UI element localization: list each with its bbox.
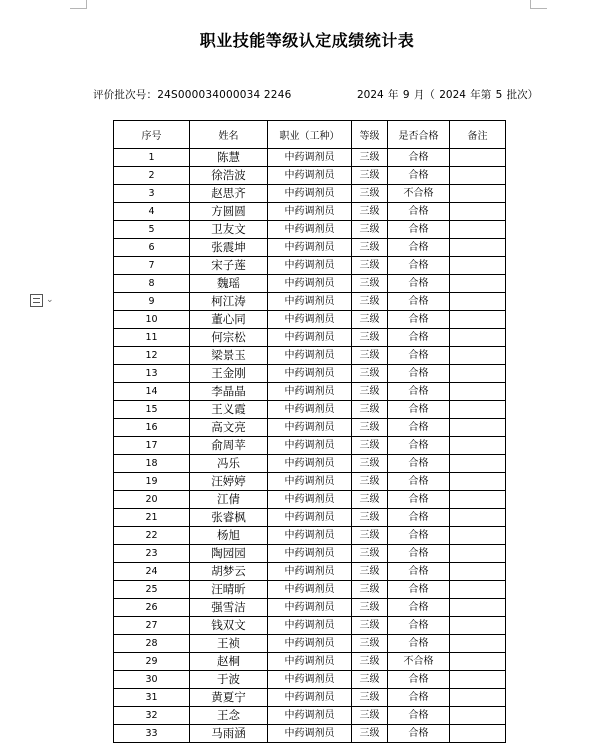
cell-level: 三级 xyxy=(352,599,388,617)
cell-level: 三级 xyxy=(352,383,388,401)
cell-no: 10 xyxy=(114,311,190,329)
cell-pass: 合格 xyxy=(388,617,450,635)
cell-level: 三级 xyxy=(352,563,388,581)
cell-pass: 合格 xyxy=(388,545,450,563)
cell-level: 三级 xyxy=(352,311,388,329)
cell-note xyxy=(450,293,506,311)
cell-name: 陶园园 xyxy=(190,545,268,563)
table-row xyxy=(114,509,506,527)
cell-name: 魏瑶 xyxy=(190,275,268,293)
cell-note xyxy=(450,347,506,365)
cell-note xyxy=(450,635,506,653)
cell-no: 17 xyxy=(114,437,190,455)
cell-name: 董心同 xyxy=(190,311,268,329)
cell-name: 王祯 xyxy=(190,635,268,653)
cell-job: 中药调剂员 xyxy=(268,617,352,635)
cell-note xyxy=(450,365,506,383)
header-job: 职业（工种） xyxy=(268,121,352,149)
cell-pass: 合格 xyxy=(388,671,450,689)
table-row xyxy=(114,455,506,473)
table-row xyxy=(114,707,506,725)
cell-pass: 合格 xyxy=(388,167,450,185)
table-row xyxy=(114,491,506,509)
cell-pass: 合格 xyxy=(388,257,450,275)
table-row xyxy=(114,581,506,599)
cell-level: 三级 xyxy=(352,149,388,167)
cell-level: 三级 xyxy=(352,689,388,707)
cell-name: 梁景玉 xyxy=(190,347,268,365)
cell-level: 三级 xyxy=(352,725,388,743)
cell-note xyxy=(450,563,506,581)
cell-pass: 合格 xyxy=(388,689,450,707)
cell-pass: 合格 xyxy=(388,401,450,419)
table-row xyxy=(114,239,506,257)
table-row xyxy=(114,203,506,221)
cell-level: 三级 xyxy=(352,545,388,563)
cell-job: 中药调剂员 xyxy=(268,707,352,725)
cell-no: 24 xyxy=(114,563,190,581)
header-no: 序号 xyxy=(114,121,190,149)
cell-job: 中药调剂员 xyxy=(268,275,352,293)
table-row xyxy=(114,311,506,329)
cell-job: 中药调剂员 xyxy=(268,653,352,671)
cell-note xyxy=(450,167,506,185)
cell-no: 9 xyxy=(114,293,190,311)
cell-no: 14 xyxy=(114,383,190,401)
cell-name: 方圆圆 xyxy=(190,203,268,221)
table-row xyxy=(114,275,506,293)
cell-name: 张震坤 xyxy=(190,239,268,257)
cell-level: 三级 xyxy=(352,653,388,671)
table-row xyxy=(114,401,506,419)
cell-job: 中药调剂员 xyxy=(268,527,352,545)
table-row xyxy=(114,329,506,347)
cell-note xyxy=(450,149,506,167)
table-row xyxy=(114,635,506,653)
cell-pass: 合格 xyxy=(388,419,450,437)
cell-note xyxy=(450,545,506,563)
cell-level: 三级 xyxy=(352,221,388,239)
cell-note xyxy=(450,581,506,599)
cell-name: 王义霞 xyxy=(190,401,268,419)
cell-note xyxy=(450,311,506,329)
cell-name: 李晶晶 xyxy=(190,383,268,401)
cell-no: 6 xyxy=(114,239,190,257)
cell-no: 1 xyxy=(114,149,190,167)
cell-pass: 合格 xyxy=(388,473,450,491)
cell-no: 29 xyxy=(114,653,190,671)
cell-job: 中药调剂员 xyxy=(268,689,352,707)
cell-level: 三级 xyxy=(352,257,388,275)
cell-name: 马雨涵 xyxy=(190,725,268,743)
cell-no: 30 xyxy=(114,671,190,689)
table-row xyxy=(114,419,506,437)
cell-level: 三级 xyxy=(352,707,388,725)
cell-note xyxy=(450,401,506,419)
cell-note xyxy=(450,725,506,743)
cell-note xyxy=(450,491,506,509)
cell-level: 三级 xyxy=(352,671,388,689)
cell-no: 26 xyxy=(114,599,190,617)
cell-name: 何宗松 xyxy=(190,329,268,347)
cell-job: 中药调剂员 xyxy=(268,203,352,221)
cell-job: 中药调剂员 xyxy=(268,293,352,311)
table-row xyxy=(114,221,506,239)
cell-job: 中药调剂员 xyxy=(268,635,352,653)
table-row xyxy=(114,671,506,689)
cell-no: 2 xyxy=(114,167,190,185)
cell-no: 4 xyxy=(114,203,190,221)
cell-name: 徐浩波 xyxy=(190,167,268,185)
cell-name: 陈慧 xyxy=(190,149,268,167)
chevron-down-icon: ⌄ xyxy=(46,295,54,305)
cell-level: 三级 xyxy=(352,239,388,257)
header-pass: 是否合格 xyxy=(388,121,450,149)
cell-job: 中药调剂员 xyxy=(268,329,352,347)
cell-note xyxy=(450,599,506,617)
cell-job: 中药调剂员 xyxy=(268,725,352,743)
cell-job: 中药调剂员 xyxy=(268,401,352,419)
cell-pass: 合格 xyxy=(388,635,450,653)
layout-options-button[interactable] xyxy=(30,290,54,310)
cell-job: 中药调剂员 xyxy=(268,257,352,275)
cell-name: 张睿枫 xyxy=(190,509,268,527)
cell-pass: 合格 xyxy=(388,275,450,293)
cell-no: 3 xyxy=(114,185,190,203)
cell-no: 13 xyxy=(114,365,190,383)
cell-note xyxy=(450,185,506,203)
cell-no: 8 xyxy=(114,275,190,293)
cell-level: 三级 xyxy=(352,419,388,437)
cell-job: 中药调剂员 xyxy=(268,509,352,527)
cell-note xyxy=(450,473,506,491)
cell-job: 中药调剂员 xyxy=(268,563,352,581)
cell-no: 19 xyxy=(114,473,190,491)
cell-pass: 合格 xyxy=(388,527,450,545)
batch-number: 评价批次号：24S000034000034 2246 xyxy=(93,89,292,101)
cell-note xyxy=(450,203,506,221)
cell-pass: 不合格 xyxy=(388,653,450,671)
cell-pass: 合格 xyxy=(388,221,450,239)
cell-job: 中药调剂员 xyxy=(268,419,352,437)
cell-level: 三级 xyxy=(352,509,388,527)
cell-pass: 合格 xyxy=(388,149,450,167)
header-note: 备注 xyxy=(450,121,506,149)
cell-name: 赵桐 xyxy=(190,653,268,671)
cell-level: 三级 xyxy=(352,185,388,203)
cell-job: 中药调剂员 xyxy=(268,437,352,455)
cell-pass: 合格 xyxy=(388,383,450,401)
cell-note xyxy=(450,239,506,257)
cell-name: 宋子莲 xyxy=(190,257,268,275)
cell-note xyxy=(450,689,506,707)
cell-no: 27 xyxy=(114,617,190,635)
cell-job: 中药调剂员 xyxy=(268,455,352,473)
cell-name: 冯乐 xyxy=(190,455,268,473)
table-row xyxy=(114,437,506,455)
cell-pass: 合格 xyxy=(388,491,450,509)
cell-level: 三级 xyxy=(352,293,388,311)
cell-job: 中药调剂员 xyxy=(268,599,352,617)
layout-options-icon xyxy=(30,294,43,307)
cell-note xyxy=(450,455,506,473)
table-row xyxy=(114,689,506,707)
cell-pass: 不合格 xyxy=(388,185,450,203)
cell-note xyxy=(450,383,506,401)
cell-level: 三级 xyxy=(352,203,388,221)
cell-no: 31 xyxy=(114,689,190,707)
table-row xyxy=(114,293,506,311)
cell-level: 三级 xyxy=(352,635,388,653)
table-row xyxy=(114,617,506,635)
cell-level: 三级 xyxy=(352,167,388,185)
cell-no: 21 xyxy=(114,509,190,527)
cell-no: 20 xyxy=(114,491,190,509)
cell-job: 中药调剂员 xyxy=(268,365,352,383)
cell-pass: 合格 xyxy=(388,725,450,743)
cell-no: 12 xyxy=(114,347,190,365)
table-row xyxy=(114,347,506,365)
cell-note xyxy=(450,221,506,239)
cell-name: 汪婷婷 xyxy=(190,473,268,491)
cell-no: 18 xyxy=(114,455,190,473)
cell-name: 高文亮 xyxy=(190,419,268,437)
cell-pass: 合格 xyxy=(388,311,450,329)
cell-no: 16 xyxy=(114,419,190,437)
cell-note xyxy=(450,509,506,527)
cell-level: 三级 xyxy=(352,275,388,293)
cell-note xyxy=(450,671,506,689)
cell-note xyxy=(450,437,506,455)
cell-pass: 合格 xyxy=(388,203,450,221)
table-row xyxy=(114,473,506,491)
cell-no: 5 xyxy=(114,221,190,239)
cell-no: 7 xyxy=(114,257,190,275)
cell-pass: 合格 xyxy=(388,365,450,383)
table-row xyxy=(114,653,506,671)
cell-name: 强雪洁 xyxy=(190,599,268,617)
header-level: 等级 xyxy=(352,121,388,149)
cell-job: 中药调剂员 xyxy=(268,185,352,203)
cell-job: 中药调剂员 xyxy=(268,167,352,185)
cell-no: 28 xyxy=(114,635,190,653)
cell-pass: 合格 xyxy=(388,455,450,473)
cell-name: 王金刚 xyxy=(190,365,268,383)
table-row xyxy=(114,383,506,401)
table-row xyxy=(114,149,506,167)
grades-table xyxy=(113,120,506,743)
cell-name: 胡梦云 xyxy=(190,563,268,581)
table-row xyxy=(114,545,506,563)
cell-job: 中药调剂员 xyxy=(268,311,352,329)
table-row xyxy=(114,725,506,743)
cell-job: 中药调剂员 xyxy=(268,149,352,167)
cell-no: 33 xyxy=(114,725,190,743)
cell-pass: 合格 xyxy=(388,239,450,257)
cell-name: 钱双文 xyxy=(190,617,268,635)
cell-note xyxy=(450,275,506,293)
cell-name: 王念 xyxy=(190,707,268,725)
table-row xyxy=(114,527,506,545)
cell-name: 于波 xyxy=(190,671,268,689)
cell-pass: 合格 xyxy=(388,293,450,311)
cell-note xyxy=(450,257,506,275)
cell-job: 中药调剂员 xyxy=(268,671,352,689)
table-header-row xyxy=(114,121,506,149)
page-corner-mark-left xyxy=(70,0,87,9)
cell-note xyxy=(450,707,506,725)
table-row xyxy=(114,257,506,275)
batch-date: 2024 年 9 月（ 2024 年第 5 批次） xyxy=(357,89,539,101)
page-corner-mark-right xyxy=(530,0,547,9)
cell-no: 15 xyxy=(114,401,190,419)
cell-note xyxy=(450,617,506,635)
cell-level: 三级 xyxy=(352,527,388,545)
cell-pass: 合格 xyxy=(388,509,450,527)
table-body xyxy=(114,149,506,743)
cell-name: 卫友文 xyxy=(190,221,268,239)
cell-name: 江倩 xyxy=(190,491,268,509)
cell-level: 三级 xyxy=(352,455,388,473)
cell-name: 汪晴昕 xyxy=(190,581,268,599)
cell-level: 三级 xyxy=(352,437,388,455)
cell-level: 三级 xyxy=(352,401,388,419)
cell-level: 三级 xyxy=(352,347,388,365)
cell-note xyxy=(450,419,506,437)
table-row xyxy=(114,599,506,617)
table-row xyxy=(114,185,506,203)
cell-job: 中药调剂员 xyxy=(268,581,352,599)
cell-job: 中药调剂员 xyxy=(268,221,352,239)
table-row xyxy=(114,167,506,185)
cell-level: 三级 xyxy=(352,365,388,383)
table-row xyxy=(114,563,506,581)
cell-note xyxy=(450,653,506,671)
cell-name: 杨旭 xyxy=(190,527,268,545)
document-title: 职业技能等级认定成绩统计表 xyxy=(199,31,415,50)
cell-note xyxy=(450,527,506,545)
cell-name: 赵思齐 xyxy=(190,185,268,203)
cell-name: 柯江涛 xyxy=(190,293,268,311)
cell-no: 32 xyxy=(114,707,190,725)
cell-job: 中药调剂员 xyxy=(268,347,352,365)
cell-job: 中药调剂员 xyxy=(268,383,352,401)
cell-pass: 合格 xyxy=(388,563,450,581)
cell-no: 23 xyxy=(114,545,190,563)
cell-name: 黄夏宁 xyxy=(190,689,268,707)
cell-job: 中药调剂员 xyxy=(268,545,352,563)
cell-pass: 合格 xyxy=(388,437,450,455)
cell-level: 三级 xyxy=(352,473,388,491)
cell-pass: 合格 xyxy=(388,707,450,725)
cell-level: 三级 xyxy=(352,581,388,599)
cell-pass: 合格 xyxy=(388,329,450,347)
cell-pass: 合格 xyxy=(388,347,450,365)
cell-no: 25 xyxy=(114,581,190,599)
cell-level: 三级 xyxy=(352,491,388,509)
header-name: 姓名 xyxy=(190,121,268,149)
cell-no: 22 xyxy=(114,527,190,545)
table-row xyxy=(114,365,506,383)
cell-no: 11 xyxy=(114,329,190,347)
cell-name: 俞周苹 xyxy=(190,437,268,455)
cell-job: 中药调剂员 xyxy=(268,491,352,509)
cell-job: 中药调剂员 xyxy=(268,239,352,257)
cell-pass: 合格 xyxy=(388,581,450,599)
cell-level: 三级 xyxy=(352,617,388,635)
cell-note xyxy=(450,329,506,347)
cell-pass: 合格 xyxy=(388,599,450,617)
cell-job: 中药调剂员 xyxy=(268,473,352,491)
cell-level: 三级 xyxy=(352,329,388,347)
